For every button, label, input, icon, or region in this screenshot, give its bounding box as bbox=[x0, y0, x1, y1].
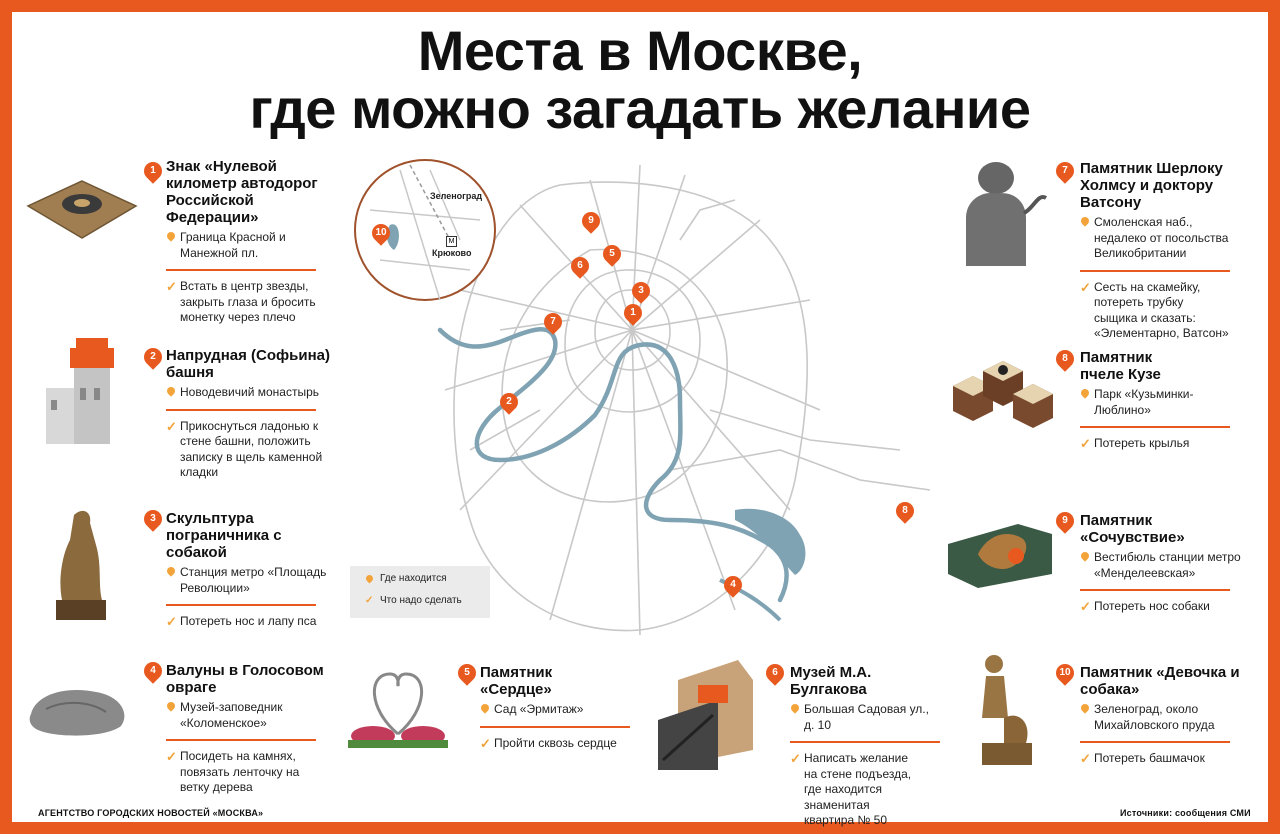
place-item-10 bbox=[1080, 664, 1240, 767]
bee-kuzya-illustration bbox=[948, 356, 1056, 428]
divider bbox=[166, 269, 316, 271]
item-5-badge: 5 bbox=[454, 660, 479, 685]
item-2-badge: 2 bbox=[140, 344, 165, 369]
place-location: Смоленская наб., недалеко от посольства Великобритании bbox=[1080, 215, 1230, 262]
place-action: ✓ Потереть башмачок bbox=[1080, 751, 1240, 767]
napkin-tower-illustration bbox=[46, 338, 116, 446]
divider bbox=[166, 604, 316, 606]
bulgakov-museum-illustration bbox=[658, 660, 758, 770]
title-line-1: Места в Москве, bbox=[417, 19, 863, 82]
place-item-4 bbox=[166, 662, 331, 796]
sherlock-holmes-illustration bbox=[956, 158, 1051, 266]
place-item-2 bbox=[166, 347, 346, 481]
page-title bbox=[0, 19, 1280, 140]
map-pin-1[interactable]: 1 bbox=[620, 300, 645, 325]
place-location: Зеленоград, около Михайловского пруда bbox=[1080, 702, 1240, 733]
map-pin-7[interactable]: 7 bbox=[540, 309, 565, 334]
divider bbox=[1080, 741, 1230, 743]
place-location: Парк «Кузьминки-Люблино» bbox=[1080, 387, 1220, 418]
legend-what: ✓ Что надо сделать bbox=[350, 592, 490, 610]
place-name: Напрудная (Софьина) башня bbox=[166, 347, 330, 381]
footer-sources: Источники: сообщения СМИ bbox=[1120, 808, 1251, 818]
sympathy-monument-illustration bbox=[948, 514, 1052, 588]
map-pin-4[interactable]: 4 bbox=[720, 572, 745, 597]
legend-where: Где находится bbox=[350, 570, 490, 588]
item-4-badge: 4 bbox=[140, 658, 165, 683]
place-action: ✓ Встать в центр звезды, закрыть глаза и бросить монетку через плечо bbox=[166, 279, 336, 326]
place-location: Вестибюль станции метро «Менделеевская» bbox=[1080, 550, 1250, 581]
place-action: ✓ Посидеть на камнях, повязать ленточку на ветку дерева bbox=[166, 749, 331, 796]
map-pin-2[interactable]: 2 bbox=[496, 389, 521, 414]
inset-label-zelenograd: Зеленоград bbox=[430, 191, 483, 201]
map-pin-8[interactable]: 8 bbox=[892, 498, 917, 523]
item-1-badge: 1 bbox=[140, 158, 165, 183]
place-item-6 bbox=[790, 664, 940, 829]
divider bbox=[790, 741, 940, 743]
map-pin-3[interactable]: 3 bbox=[628, 278, 653, 303]
place-name: Памятник «Сочувствие» bbox=[1080, 512, 1185, 546]
metro-icon: M bbox=[446, 236, 457, 247]
footer-agency: АГЕНТСТВО ГОРОДСКИХ НОВОСТЕЙ «МОСКВА» bbox=[38, 808, 264, 818]
divider bbox=[166, 739, 316, 741]
place-name: Скульптура пограничника с собакой bbox=[166, 510, 282, 561]
title-line-2: где можно загадать желание bbox=[249, 77, 1031, 140]
place-item-9 bbox=[1080, 512, 1250, 615]
place-name: Памятник «Сердце» bbox=[480, 664, 553, 698]
map-pin-9[interactable]: 9 bbox=[578, 208, 603, 233]
place-location: Граница Красной и Манежной пл. bbox=[166, 230, 336, 261]
inset-label-kryukovo: Крюково bbox=[432, 248, 472, 258]
place-action: ✓ Прикоснуться ладонью к стене башни, положить записку в щель каменной кладки bbox=[166, 419, 346, 481]
place-location: Большая Садовая ул., д. 10 bbox=[790, 702, 940, 733]
border-guard-sculpture-illustration bbox=[52, 505, 110, 620]
place-item-3 bbox=[166, 510, 331, 630]
zero-km-sign-illustration bbox=[26, 176, 138, 246]
place-item-1 bbox=[166, 158, 336, 326]
place-action: ✓ Пройти сквозь сердце bbox=[480, 736, 620, 752]
divider bbox=[166, 409, 316, 411]
place-name: Памятник «Девочка и собака» bbox=[1080, 664, 1240, 698]
map-pin-5[interactable]: 5 bbox=[599, 241, 624, 266]
place-location: Новодевичий монастырь bbox=[166, 385, 346, 401]
place-action: ✓ Сесть на скамейку, потереть трубку сыщика и сказать: «Элементарно, Ватсон» bbox=[1080, 280, 1230, 342]
place-action: ✓ Потереть нос и лапу пса bbox=[166, 614, 331, 630]
divider bbox=[1080, 589, 1230, 591]
river-lake bbox=[735, 509, 805, 575]
place-item-7 bbox=[1080, 160, 1230, 342]
item-6-badge: 6 bbox=[762, 660, 787, 685]
boulder-illustration bbox=[26, 684, 130, 738]
place-name: Памятник пчеле Кузе bbox=[1080, 349, 1161, 383]
item-9-badge: 9 bbox=[1052, 508, 1077, 533]
girl-and-dog-illustration bbox=[964, 648, 1042, 768]
place-action: ✓ Написать желание на стене подъезда, где находится знаменитая квартира № 50 bbox=[790, 751, 912, 829]
map-pin-10[interactable]: 10 bbox=[368, 220, 393, 245]
place-location: Музей-заповедник «Коломенское» bbox=[166, 700, 331, 731]
place-item-8 bbox=[1080, 349, 1220, 452]
divider bbox=[1080, 270, 1230, 272]
map-pin-6[interactable]: 6 bbox=[567, 253, 592, 278]
place-name: Памятник Шерлоку Холмсу и доктору Ватсону bbox=[1080, 160, 1223, 211]
divider bbox=[1080, 426, 1230, 428]
item-8-badge: 8 bbox=[1052, 346, 1077, 371]
place-name: Музей М.А. Булгакова bbox=[790, 664, 872, 698]
moskva-river bbox=[440, 329, 787, 600]
place-item-5 bbox=[480, 664, 620, 751]
place-name: Знак «Нулевой километр автодорог Российской Федерации» bbox=[166, 158, 318, 226]
item-7-badge: 7 bbox=[1052, 158, 1077, 183]
place-action: ✓ Потереть нос собаки bbox=[1080, 599, 1250, 615]
map-legend bbox=[350, 566, 490, 618]
place-name: Валуны в Голосовом овраге bbox=[166, 662, 324, 696]
item-10-badge: 10 bbox=[1052, 660, 1077, 685]
divider bbox=[480, 726, 630, 728]
heart-monument-illustration bbox=[348, 664, 448, 750]
place-action: ✓ Потереть крылья bbox=[1080, 436, 1220, 452]
place-location: Сад «Эрмитаж» bbox=[480, 702, 620, 718]
place-location: Станция метро «Площадь Революции» bbox=[166, 565, 331, 596]
item-3-badge: 3 bbox=[140, 506, 165, 531]
